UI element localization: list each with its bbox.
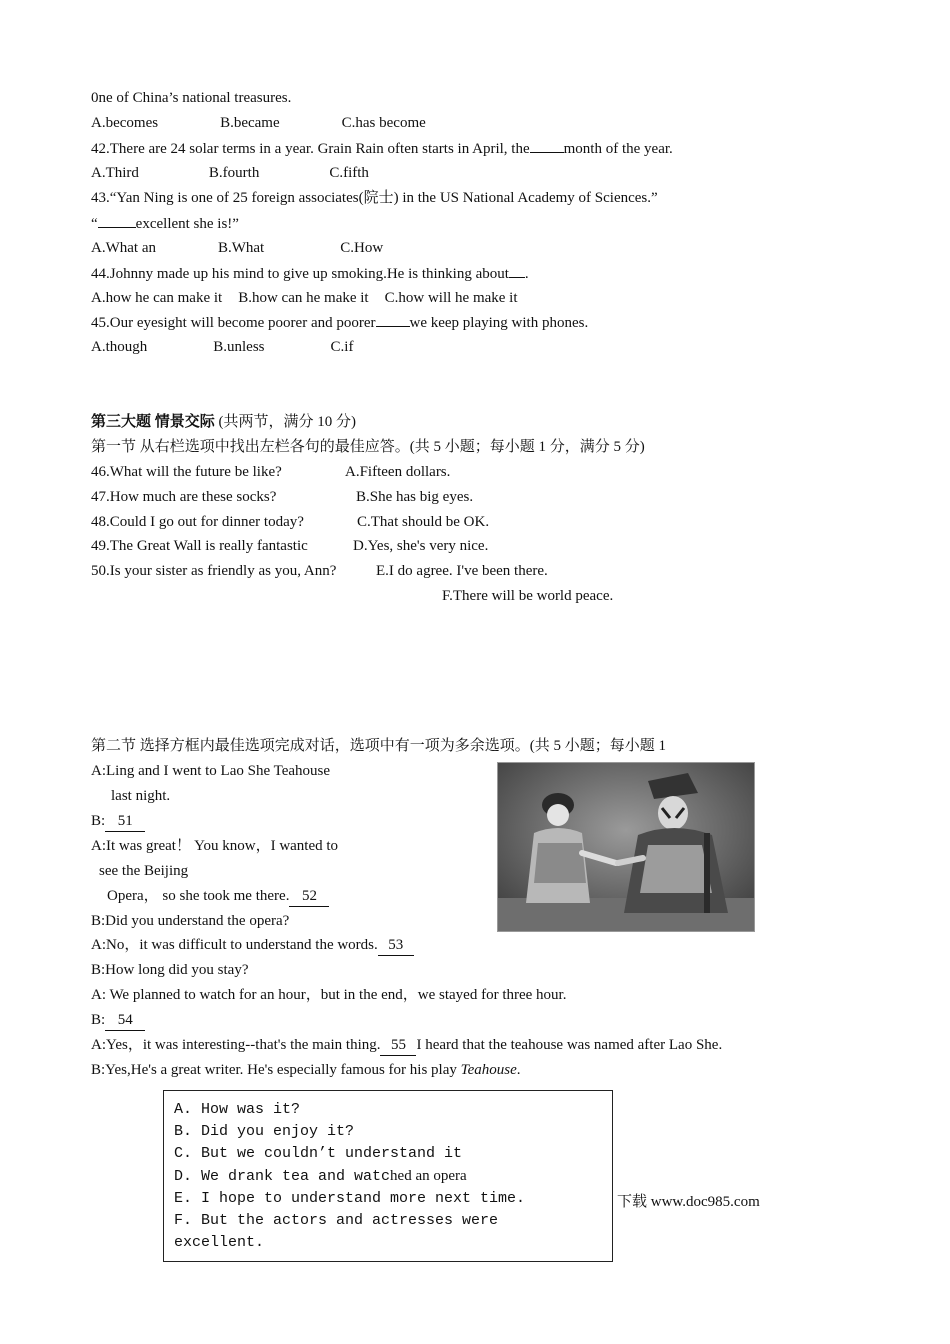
q43-stem: 43.“Yan Ning is one of 25 foreign associates(院士) in the US National Academy of Sciences.” — [91, 190, 658, 206]
dialogue-line: B:Yes,He's a great writer. He's especially famous for his play Teahouse. — [91, 1062, 521, 1078]
q43-quote: “ excellent she is!” — [91, 213, 239, 234]
dialogue-line: A: We planned to watch for an hour，but in the end，we stayed for three hour. — [91, 987, 567, 1003]
q42-options — [91, 163, 369, 183]
q43-option-b: B.What — [217, 240, 265, 256]
option-c: C. But we couldn’t understand it — [174, 1145, 463, 1162]
option-f-cont: excellent. — [174, 1234, 265, 1251]
q44-option-b: B.how can he make it — [238, 290, 369, 306]
match-row-50: 50.Is your sister as friendly as you, Ann? E.I do agree. I've been there. — [91, 563, 548, 579]
dialogue-line: Opera， so she took me there. 52 — [107, 886, 329, 907]
option-e: E. I hope to understand more next time. — [174, 1190, 526, 1207]
option-a: A. How was it? — [174, 1101, 301, 1118]
dialogue-line: A:No，it was difficult to understand the words. 53 — [91, 935, 414, 956]
q44-stem: 44.Johnny made up his mind to give up smoking.He is thinking about . — [91, 263, 529, 284]
answer-blank — [376, 312, 410, 327]
blank-52: 52 — [289, 886, 329, 907]
option-b: B. Did you enjoy it? — [174, 1123, 355, 1140]
q43-option-c: C.How — [340, 240, 384, 256]
option-box — [163, 1090, 613, 1262]
q41-options — [91, 113, 426, 133]
blank-54: 54 — [105, 1010, 145, 1031]
q43-option-a: A.What an — [91, 240, 156, 256]
q41-option-b: B.became — [220, 115, 280, 131]
dialogue-line: B: 54 — [91, 1010, 145, 1031]
dialogue-line: A:Ling and I went to Lao She Teahouse — [91, 763, 331, 779]
match-extra-answer: F.There will be world peace. — [442, 588, 614, 604]
dialogue-line: A:Yes，it was interesting--that's the main thing. 55 I heard that the teahouse was named after Lao She. — [91, 1035, 722, 1056]
option-f: F. But the actors and actresses were — [174, 1212, 499, 1229]
section3-title: 第三大题 情景交际 (共两节，满分 10 分) — [91, 414, 357, 430]
q43-options — [91, 238, 383, 258]
dialogue-line: B:How long did you stay? — [91, 962, 249, 978]
q45-stem: 45.Our eyesight will become poorer and poorer we keep playing with phones. — [91, 312, 588, 333]
opera-illustration — [498, 763, 754, 931]
q41-stem-tail: 0ne of China’s national treasures. — [91, 90, 292, 106]
q45-options — [91, 337, 353, 357]
match-row-48: 48.Could I go out for dinner today? C.That should be OK. — [91, 514, 490, 530]
match-row-46: 46.What will the future be like? A.Fifteen dollars. — [91, 464, 451, 480]
match-row-47: 47.How much are these socks? B.She has big eyes. — [91, 489, 474, 505]
q42-stem: 42.There are 24 solar terms in a year. Grain Rain often starts in April, the month of the year. — [91, 138, 673, 159]
dialogue-line: B: 51 — [91, 811, 145, 832]
q44-option-a: A.how he can make it — [91, 290, 223, 306]
q41-option-c: C.has become — [341, 115, 426, 131]
match-row-49: 49.The Great Wall is really fantastic D.Yes, she's very nice. — [91, 538, 489, 554]
q42-option-b: B.fourth — [208, 165, 260, 181]
beijing-opera-photo — [497, 762, 755, 932]
dialogue-line: B:Did you understand the opera? — [91, 913, 290, 929]
section3-part1-heading: 第一节 从右栏选项中找出左栏各句的最佳应答。(共 5 小题；每小题 1 分，满分 5 分) — [91, 439, 645, 455]
q42-option-c: C.fifth — [329, 165, 369, 181]
q44-option-c: C.how will he make it — [384, 290, 518, 306]
q42-option-a: A.Third — [91, 165, 139, 181]
dialogue-line: last night. — [111, 788, 171, 804]
download-watermark: 下载 www.doc985.com — [617, 1194, 760, 1210]
section3-part2-heading: 第二节 选择方框内最佳选项完成对话，选项中有一项为多余选项。(共 5 小题；每小题 1 — [91, 738, 666, 754]
q45-option-a: A.though — [91, 339, 148, 355]
answer-blank — [98, 213, 136, 228]
blank-55: 55 — [380, 1035, 416, 1056]
option-d: D. We drank tea and watched an opera — [174, 1168, 467, 1185]
blank-53: 53 — [378, 935, 414, 956]
answer-blank — [530, 138, 564, 153]
q45-option-c: C.if — [330, 339, 354, 355]
q41-option-a: A.becomes — [91, 115, 159, 131]
dialogue-line: A:It was great！ You know，I wanted to — [91, 838, 339, 854]
q45-option-b: B.unless — [213, 339, 265, 355]
dialogue-line: see the Beijing — [99, 863, 189, 879]
answer-blank — [509, 263, 525, 278]
blank-51: 51 — [105, 811, 145, 832]
q44-options — [91, 288, 518, 308]
